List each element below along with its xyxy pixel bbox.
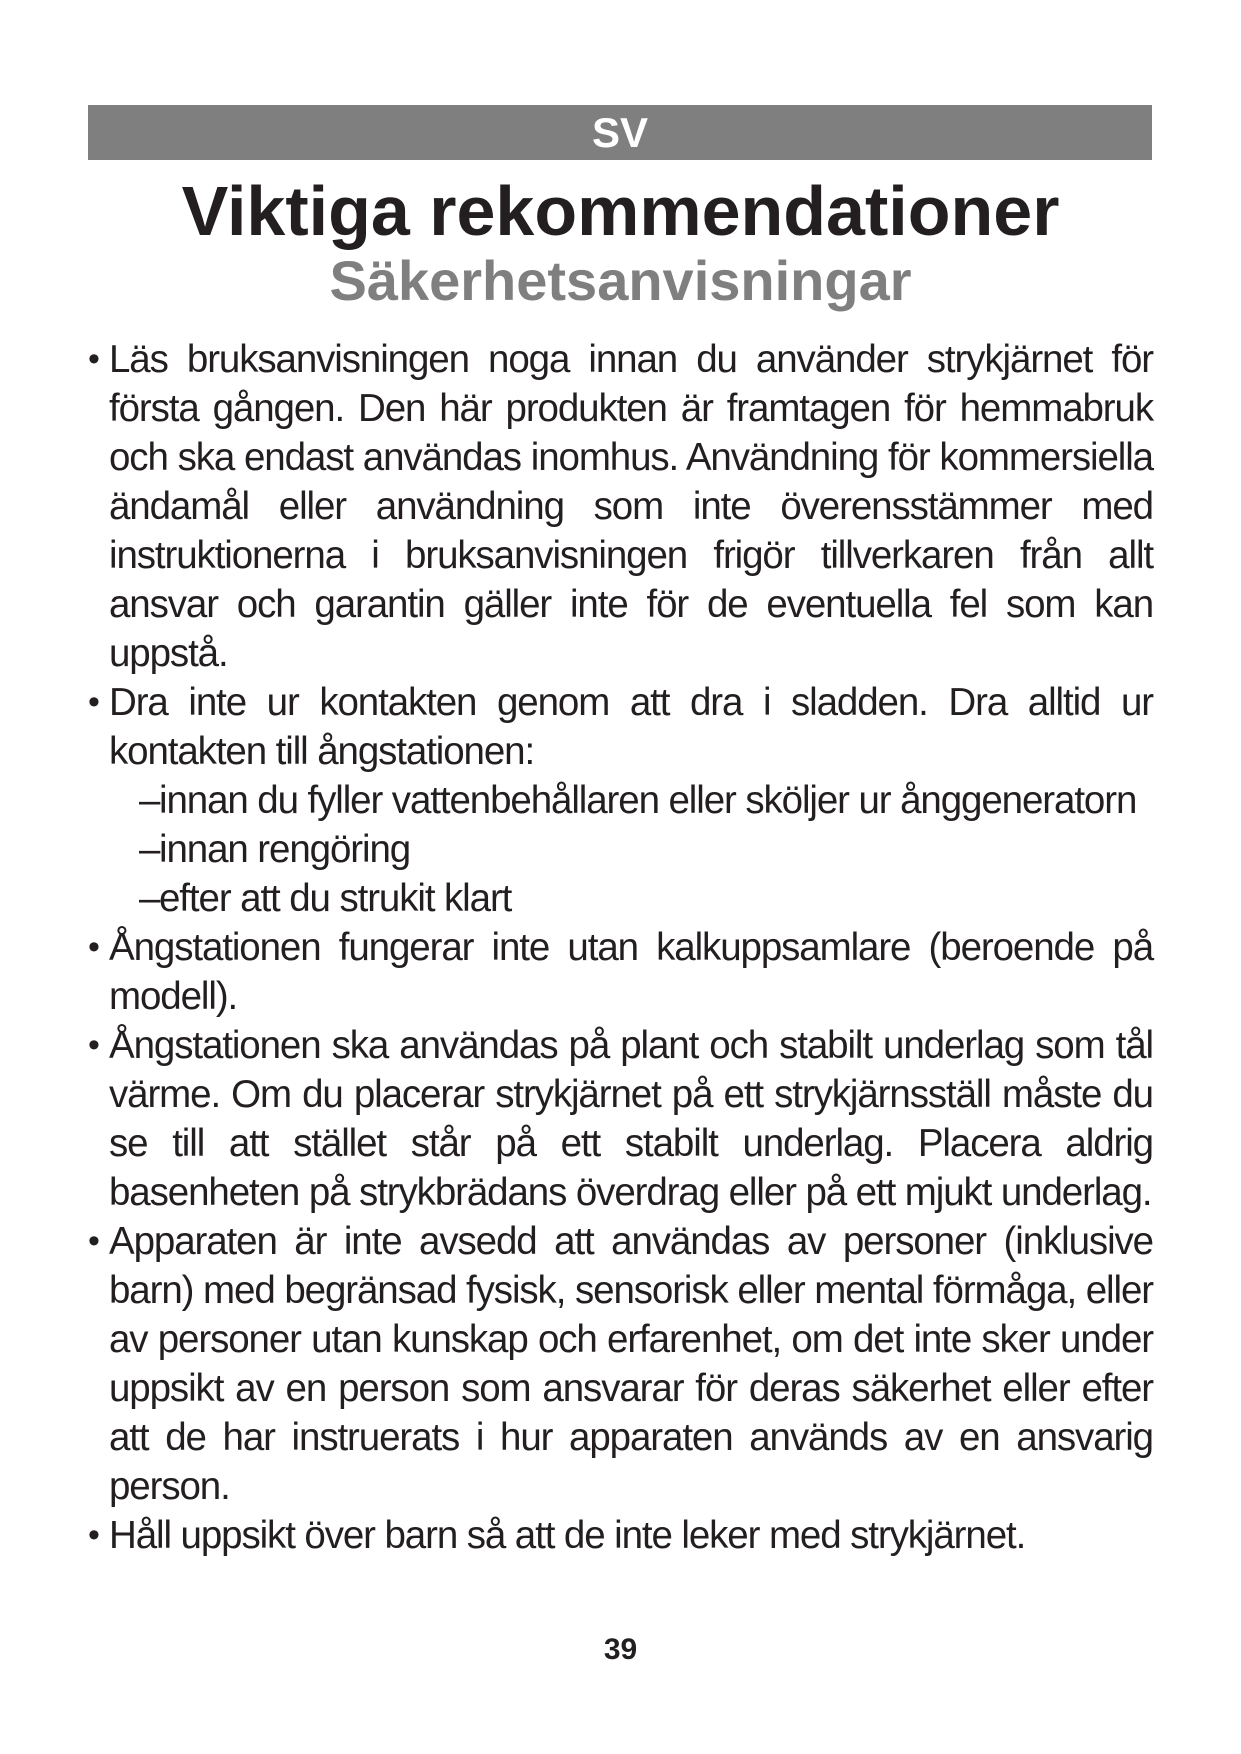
sub-list-item-text: efter att du strukit klart bbox=[159, 877, 512, 920]
list-item-text: Ångstationen fungerar inte utan kalkuppsamlare (beroende på modell). bbox=[109, 926, 1153, 1018]
bullet: • bbox=[88, 683, 99, 721]
dash: – bbox=[139, 828, 160, 871]
list-item bbox=[88, 1511, 1153, 1560]
list-item bbox=[88, 1217, 1153, 1511]
dash: – bbox=[139, 779, 160, 822]
list-item bbox=[88, 923, 1153, 1021]
sub-list-item-text: innan rengöring bbox=[159, 828, 411, 871]
language-bar bbox=[88, 105, 1152, 160]
bullet: • bbox=[88, 1516, 99, 1554]
list-item-text: Håll uppsikt över barn så att de inte leker med strykjärnet. bbox=[109, 1514, 1026, 1557]
list-item-text: Apparaten är inte avsedd att användas av personer (inklusive barn) med begränsad fysisk, sensorisk eller mental förmåga, eller av personer utan kunskap och erfarenhet, om det inte sker under uppsikt av en person som ansvarar för deras säkerhet eller efter att de har instruerats i hur apparaten används av en ansvarig person. bbox=[109, 1220, 1153, 1508]
safety-instructions bbox=[88, 335, 1153, 1560]
bullet: • bbox=[88, 928, 99, 966]
page-title: Viktiga rekommendationer bbox=[181, 172, 1060, 250]
list-item-text: Läs bruksanvisningen noga innan du använder strykjärnet för första gången. Den här produkten är framtagen för hemmabruk och ska endast användas inomhus. Användning för kommersiella ändamål eller användning som inte överensstämmer med instruktionerna i bruksanvisningen frigör tillverkaren från allt ansvar och garantin gäller inte för de eventuella fel som kan uppstå. bbox=[109, 338, 1153, 675]
bullet: • bbox=[88, 1026, 99, 1064]
language-code: SV bbox=[591, 109, 649, 156]
page-number: 39 bbox=[603, 1633, 638, 1666]
list-item bbox=[88, 1021, 1153, 1217]
bullet: • bbox=[88, 1222, 99, 1260]
sub-list-item bbox=[88, 776, 1173, 825]
list-item-text: Ångstationen ska användas på plant och stabilt underlag som tål värme. Om du placerar strykjärnet på ett strykjärnsställ måste du se till att stället står på ett stabilt underlag. Placera aldrig basenheten på strykbrädans överdrag eller på ett mjukt underlag. bbox=[109, 1024, 1153, 1214]
sub-list-item bbox=[88, 825, 1153, 874]
sub-list-item-text: innan du fyller vattenbehållaren eller sköljer ur ånggeneratorn bbox=[159, 779, 1137, 822]
page-subtitle: Säkerhetsanvisningar bbox=[329, 249, 912, 312]
dash: – bbox=[139, 877, 160, 920]
list-item bbox=[88, 335, 1153, 678]
bullet: • bbox=[88, 340, 99, 378]
list-item bbox=[88, 678, 1153, 776]
list-item-text: Dra inte ur kontakten genom att dra i sladden. Dra alltid ur kontakten till ångstationen: bbox=[109, 681, 1153, 773]
sub-list-item bbox=[88, 874, 1153, 923]
